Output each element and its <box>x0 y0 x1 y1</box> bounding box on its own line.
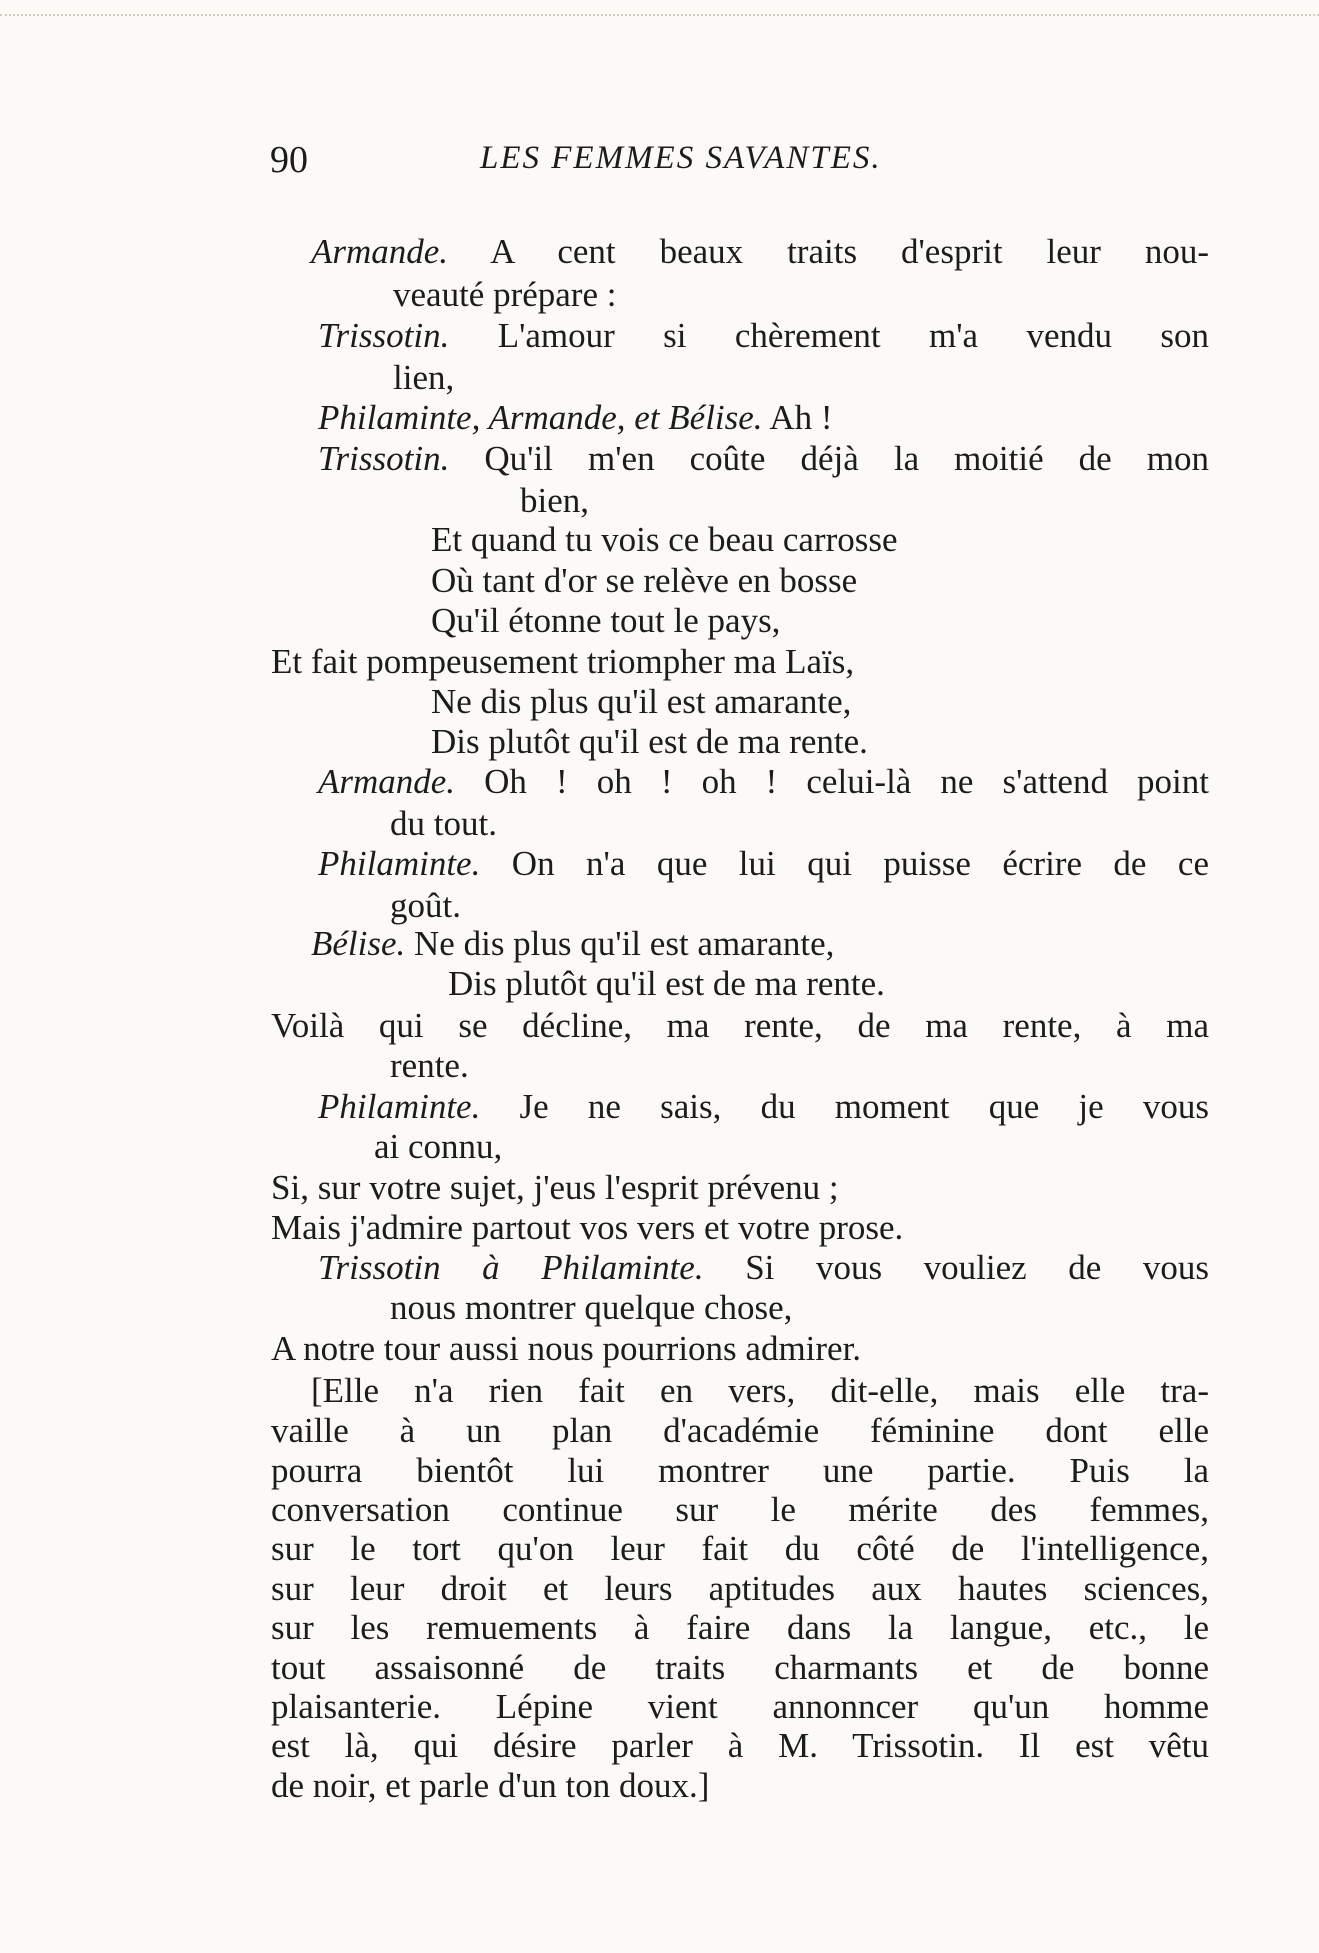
verse-line: Ne dis plus qu'il est amarante, <box>431 682 852 721</box>
verse-line: Mais j'admire partout vos vers et votre prose. <box>271 1208 904 1247</box>
verse-line: Qu'il étonne tout le pays, <box>431 601 781 640</box>
speaker-name: Trissotin à Philaminte. <box>318 1248 704 1287</box>
paragraph-line: sur les remuements à faire dans la langue, etc., le <box>271 1608 1209 1647</box>
speaker-name: Armande. <box>318 762 456 801</box>
line-text: Si vous vouliez de vous <box>745 1248 1210 1287</box>
speaker-name: Trissotin. <box>318 439 450 478</box>
text-line <box>318 441 1209 476</box>
text-line <box>311 234 1209 269</box>
speaker-name: Philaminte. <box>318 1087 481 1126</box>
running-title: LES FEMMES SAVANTES. <box>480 140 882 176</box>
speaker-name: Philaminte, Armande, et Bélise. <box>318 398 763 437</box>
paragraph-line: tout assaisonné de traits charmants et de bonne <box>271 1648 1209 1687</box>
text-line: bien, <box>520 481 590 520</box>
text-line: goût. <box>390 886 461 925</box>
verse-line: Dis plutôt qu'il est de ma rente. <box>448 964 885 1003</box>
paragraph-line: vaille à un plan d'académie féminine dont elle <box>271 1411 1209 1450</box>
text-line: ai connu, <box>374 1127 503 1166</box>
text-line: Voilà qui se décline, ma rente, de ma rente, à ma <box>271 1006 1209 1045</box>
page-header <box>0 138 1319 198</box>
speaker-name: Bélise. <box>311 924 406 963</box>
line-text: Oh ! oh ! oh ! celui-là ne s'attend point <box>484 762 1210 801</box>
speaker-name: Philaminte. <box>318 844 481 883</box>
text-line: du tout. <box>390 804 497 843</box>
paragraph-line: pourra bientôt lui montrer une partie. Puis la <box>271 1451 1209 1490</box>
verse-line: Et quand tu vois ce beau carrosse <box>431 520 898 559</box>
text-line <box>311 926 834 961</box>
text-line <box>318 764 1209 799</box>
line-text: On n'a que lui qui puisse écrire de ce <box>511 844 1209 883</box>
line-text: Je ne sais, du moment que je vous <box>519 1087 1210 1126</box>
text-line <box>318 1250 1209 1285</box>
text-line <box>318 400 833 435</box>
line-text: Ne dis plus qu'il est amarante, <box>414 924 835 963</box>
top-edge-dots <box>0 14 1319 18</box>
line-text: L'amour si chèrement m'a vendu son <box>497 316 1209 355</box>
verse-line: Où tant d'or se relève en bosse <box>431 561 858 600</box>
text-line <box>318 1089 1209 1124</box>
line-text: Qu'il m'en coûte déjà la moitié de mon <box>484 439 1210 478</box>
paragraph-line: sur leur droit et leurs aptitudes aux hautes sciences, <box>271 1569 1209 1608</box>
speaker-name: Armande. <box>311 232 449 271</box>
paragraph-line: de noir, et parle d'un ton doux.] <box>271 1766 710 1805</box>
paragraph-line: [Elle n'a rien fait en vers, dit-elle, mais elle tra- <box>311 1371 1209 1410</box>
paragraph-line: sur le tort qu'on leur fait du côté de l'intelligence, <box>271 1529 1209 1568</box>
paragraph-line: conversation continue sur le mérite des femmes, <box>271 1490 1209 1529</box>
verse-line: Et fait pompeusement triompher ma Laïs, <box>271 642 855 681</box>
paragraph-line: est là, qui désire parler à M. Trissotin. Il est vêtu <box>271 1726 1209 1765</box>
speaker-name: Trissotin. <box>318 316 450 355</box>
text-line <box>318 318 1209 353</box>
paragraph-line: plaisanterie. Lépine vient annonncer qu'un homme <box>271 1687 1209 1726</box>
text-line <box>318 846 1209 881</box>
verse-line: Dis plutôt qu'il est de ma rente. <box>431 722 868 761</box>
text-line: rente. <box>390 1046 469 1085</box>
text-line: lien, <box>393 358 455 397</box>
text-line: veauté prépare : <box>393 275 617 314</box>
verse-line: A notre tour aussi nous pourrions admirer. <box>271 1329 862 1368</box>
page-number: 90 <box>270 139 308 181</box>
verse-line: Si, sur votre sujet, j'eus l'esprit prévenu ; <box>271 1168 839 1207</box>
line-text: A cent beaux traits d'esprit leur nou- <box>490 232 1210 271</box>
text-line: nous montrer quelque chose, <box>390 1288 793 1327</box>
line-text: Ah ! <box>769 398 833 437</box>
